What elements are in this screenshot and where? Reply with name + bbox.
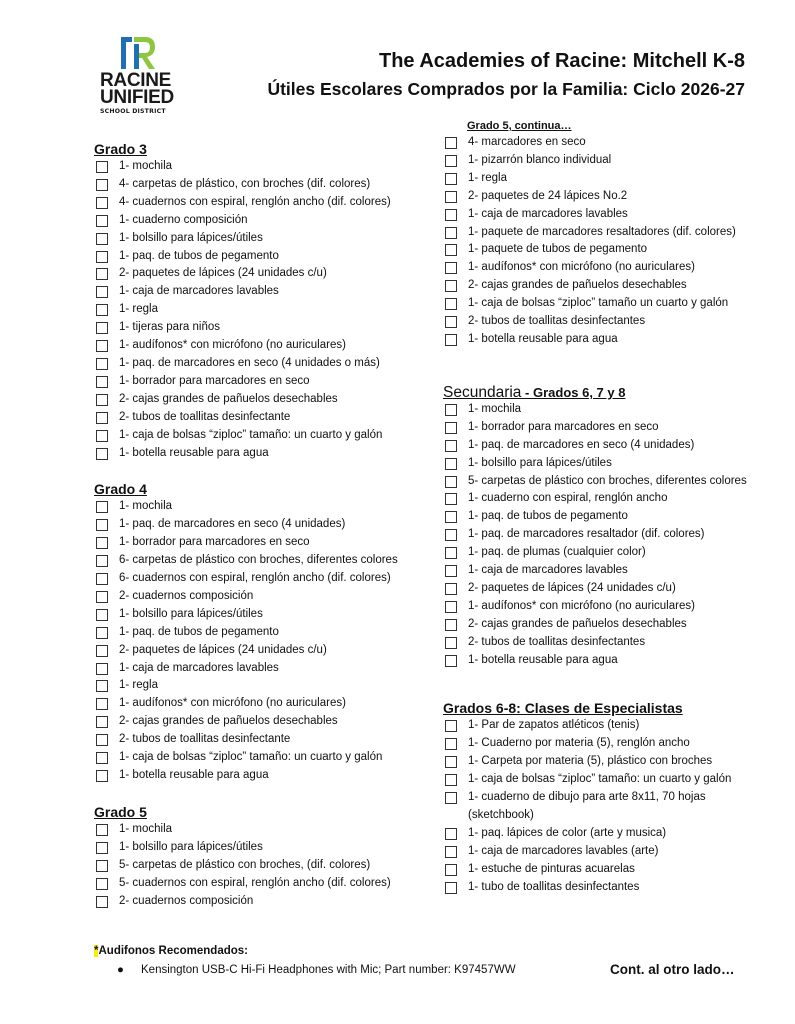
logo-word-unified: UNIFIED [100, 87, 174, 108]
checklist-item [443, 152, 773, 170]
checkbox-empty-icon[interactable] [96, 322, 108, 334]
supply-list-grado-3 [94, 158, 429, 462]
checklist-item [443, 526, 773, 544]
checklist-item [443, 544, 773, 562]
continue-notice: Cont. al otro lado… [610, 962, 735, 977]
checkbox-empty-icon[interactable] [96, 358, 108, 370]
checklist-item [94, 570, 429, 588]
checklist-item-label: 1- caja de marcadores lavables [119, 285, 279, 298]
checkbox-empty-icon[interactable] [445, 244, 457, 256]
checkbox-empty-icon[interactable] [445, 511, 457, 523]
checkbox-empty-icon[interactable] [96, 770, 108, 782]
checkbox-empty-icon[interactable] [96, 680, 108, 692]
checklist-item [94, 194, 429, 212]
checklist-item-label: 1- paquete de tubos de pegamento [468, 243, 648, 256]
checklist-item-label: 6- carpetas de plástico con broches, diferentes colores [119, 554, 398, 567]
checklist-item-label: 1- audífonos* con micrófono (no auriculares) [468, 261, 695, 274]
checklist-item-label: 1- Cuaderno por materia (5), renglón ancho [468, 737, 690, 750]
checklist-item-label: 1- botella reusable para agua [468, 653, 618, 666]
checklist-item [94, 857, 429, 875]
secundaria-title: Secundaria [443, 383, 522, 401]
checkbox-empty-icon[interactable] [445, 756, 457, 768]
checklist-item [443, 753, 773, 771]
checklist-item [443, 313, 773, 331]
checkbox-empty-icon[interactable] [96, 501, 108, 513]
checklist-item [443, 490, 773, 508]
section-title-especialistas: Grados 6-8: Clases de Especialistas [443, 700, 683, 717]
checklist-item [443, 241, 773, 259]
checklist-item-label: 1- borrador para marcadores en seco [119, 536, 310, 549]
checklist-item-label: 1- regla [119, 303, 158, 316]
checklist-item [443, 473, 773, 491]
checklist-item [443, 508, 773, 526]
section-title-grado-5-continua: Grado 5, continua… [467, 120, 572, 132]
checklist-item [443, 277, 773, 295]
headphones-model-text: Kensington USB-C Hi-Fi Headphones with Mic; Part number: K97457WW [141, 964, 516, 976]
checkbox-empty-icon[interactable] [445, 583, 457, 595]
checkbox-empty-icon[interactable] [96, 555, 108, 567]
checkbox-empty-icon[interactable] [96, 215, 108, 227]
checklist-item-label: 6- cuadernos con espiral, renglón ancho (dif. colores) [119, 572, 391, 585]
checklist-item-label: 1- paq. de marcadores en seco (4 unidades o más) [119, 356, 380, 369]
checklist-item [94, 695, 429, 713]
checklist-item-label: 1- mochila [119, 822, 173, 835]
checkbox-empty-icon[interactable] [445, 828, 457, 840]
checklist-item-label: 1- cuaderno con espiral, renglón ancho [468, 492, 668, 505]
checklist-item [443, 652, 773, 670]
checklist-item-label: 1- caja de marcadores lavables [119, 661, 279, 674]
bullet-icon: ● [117, 964, 124, 976]
checklist-item [94, 373, 429, 391]
supply-list-grado-5-continua [443, 134, 773, 349]
checklist-item-label: 2- tubos de toallitas desinfectantes [468, 635, 646, 648]
checklist-item [94, 839, 429, 857]
checklist-item-label: 1- caja de bolsas “ziploc” tamaño: un cuarto y galón [119, 751, 383, 764]
checkbox-empty-icon[interactable] [96, 233, 108, 245]
checklist-item-label: 1- cuaderno de dibujo para arte 8x11, 70 hojas (sketchbook) [468, 791, 706, 821]
checkbox-empty-icon[interactable] [96, 609, 108, 621]
checklist-item [443, 331, 773, 349]
checklist-item [94, 731, 429, 749]
checkbox-empty-icon[interactable] [96, 698, 108, 710]
checklist-item [94, 516, 429, 534]
checkbox-empty-icon[interactable] [445, 155, 457, 167]
checkbox-empty-icon[interactable] [445, 864, 457, 876]
checklist-item-label: 2- cuadernos composición [119, 589, 254, 602]
checklist-item-label: 1- paq. de tubos de pegamento [119, 249, 279, 262]
checklist-item [94, 409, 429, 427]
checklist-item [443, 598, 773, 616]
checkbox-empty-icon[interactable] [445, 209, 457, 221]
checkbox-empty-icon[interactable] [445, 738, 457, 750]
supply-list-secundaria [443, 401, 773, 670]
checkbox-empty-icon[interactable] [445, 280, 457, 292]
checklist-item [94, 534, 429, 552]
right-column [443, 118, 773, 897]
checkbox-empty-icon[interactable] [445, 619, 457, 631]
checklist-item [94, 427, 429, 445]
checklist-item-label: 1- audífonos* con micrófono (no auriculares) [119, 339, 346, 352]
checkbox-empty-icon[interactable] [96, 896, 108, 908]
checkbox-empty-icon[interactable] [445, 637, 457, 649]
checklist-item [94, 498, 429, 516]
checklist-item-label: 2- tubos de toallitas desinfectantes [468, 315, 646, 328]
checklist-item [443, 735, 773, 753]
checklist-item-label: 2- tubos de toallitas desinfectante [119, 733, 291, 746]
checklist-item-label: 1- paq. de marcadores resaltador (dif. colores) [468, 528, 705, 541]
logo-word-racine: RACINE [100, 70, 172, 91]
left-column [94, 140, 429, 910]
checklist-item-label: 5- carpetas de plástico con broches, (dif. colores) [119, 858, 371, 871]
checklist-item-label: 2- tubos de toallitas desinfectante [119, 410, 291, 423]
checklist-item-label: 1- bolsillo para lápices/útiles [119, 231, 263, 244]
checklist-item-label: 2- cuadernos composición [119, 894, 254, 907]
checkbox-empty-icon[interactable] [96, 663, 108, 675]
checklist-item [94, 677, 429, 695]
checklist-item-label: 1- paq. de marcadores en seco (4 unidades) [119, 518, 346, 531]
checklist-item-label: 1- Carpeta por materia (5), plástico con broches [468, 755, 713, 768]
checklist-item [94, 642, 429, 660]
checklist-item-label: 1- tijeras para niños [119, 321, 220, 334]
district-logo [100, 34, 182, 115]
checklist-item-label: 1- caja de marcadores lavables (arte) [468, 844, 659, 857]
checklist-item-label: 2- paquetes de 24 lápices No.2 [468, 189, 628, 202]
checkbox-empty-icon[interactable] [96, 376, 108, 388]
checklist-item-label: 1- caja de bolsas “ziploc” tamaño un cuarto y galón [468, 297, 729, 310]
checklist-item-label: 1- mochila [119, 500, 173, 513]
checkbox-empty-icon[interactable] [445, 846, 457, 858]
checklist-item [443, 562, 773, 580]
checkbox-empty-icon[interactable] [445, 316, 457, 328]
checklist-item-label: 2- cajas grandes de pañuelos desechables [119, 392, 338, 405]
checkbox-empty-icon[interactable] [96, 824, 108, 836]
checkbox-empty-icon[interactable] [96, 734, 108, 746]
checkbox-empty-icon[interactable] [96, 573, 108, 585]
checkbox-empty-icon[interactable] [445, 882, 457, 894]
supply-list-grado-4 [94, 498, 429, 785]
checkbox-empty-icon[interactable] [445, 334, 457, 346]
checkbox-empty-icon[interactable] [96, 752, 108, 764]
checklist-item-label: 1- paq. lápices de color (arte y musica) [468, 826, 667, 839]
checklist-item [94, 713, 429, 731]
checklist-item [94, 337, 429, 355]
checklist-item-label: 1- borrador para marcadores en seco [119, 374, 310, 387]
checkbox-empty-icon[interactable] [96, 537, 108, 549]
checkbox-empty-icon[interactable] [445, 137, 457, 149]
checklist-item [94, 875, 429, 893]
checklist-item-label: 1- paq. de marcadores en seco (4 unidades) [468, 438, 695, 451]
checklist-item-label: 2- cajas grandes de pañuelos desechables [468, 279, 687, 292]
checklist-item [443, 771, 773, 789]
checklist-item [443, 295, 773, 313]
checklist-item-label: 1- bolsillo para lápices/útiles [468, 456, 612, 469]
checklist-item-label: 2- paquetes de lápices (24 unidades c/u) [119, 267, 327, 280]
checkbox-empty-icon[interactable] [445, 774, 457, 786]
checklist-item [94, 319, 429, 337]
checkbox-empty-icon[interactable] [96, 412, 108, 424]
checkbox-empty-icon[interactable] [445, 173, 457, 185]
supply-list-grado-5 [94, 821, 429, 911]
checklist-item-label: 1- tubo de toallitas desinfectantes [468, 880, 640, 893]
checkbox-empty-icon[interactable] [445, 298, 457, 310]
checkbox-empty-icon[interactable] [96, 286, 108, 298]
checklist-item [443, 861, 773, 879]
note-label: Audifonos Recomendados: [98, 945, 248, 957]
checklist-item [443, 825, 773, 843]
checklist-item-label: 1- audífonos* con micrófono (no auriculares) [119, 697, 346, 710]
checklist-item-label: 1- bolsillo para lápices/útiles [119, 607, 263, 620]
checklist-item [94, 176, 429, 194]
checklist-item-label: 1- botella reusable para agua [119, 769, 269, 781]
checkbox-empty-icon[interactable] [445, 792, 457, 804]
checklist-item [94, 588, 429, 606]
checkbox-empty-icon[interactable] [96, 716, 108, 728]
checkbox-empty-icon[interactable] [445, 720, 457, 732]
checklist-item [443, 717, 773, 735]
checklist-item [443, 259, 773, 277]
checklist-item-label: 1- audífonos* con micrófono (no auriculares) [468, 599, 695, 612]
checklist-item [443, 401, 773, 419]
checklist-item-label: 1- regla [468, 171, 507, 184]
checklist-item [94, 624, 429, 642]
checklist-item-label: 1- paquete de marcadores resaltadores (dif. colores) [468, 225, 736, 238]
checkbox-empty-icon[interactable] [445, 529, 457, 541]
checkbox-empty-icon[interactable] [445, 404, 457, 416]
checklist-item-label: 1- bolsillo para lápices/útiles [119, 840, 263, 853]
note-asterisk: * [94, 945, 99, 957]
checkbox-empty-icon[interactable] [96, 842, 108, 854]
checklist-item [94, 552, 429, 570]
checklist-item [94, 158, 429, 176]
checkbox-empty-icon[interactable] [445, 422, 457, 434]
checklist-item-label: 4- carpetas de plástico, con broches (dif. colores) [119, 177, 371, 190]
checklist-item [443, 419, 773, 437]
secundaria-grades: - Grados 6, 7 y 8 [521, 384, 626, 400]
checklist-item [443, 455, 773, 473]
checkbox-empty-icon[interactable] [96, 878, 108, 890]
checklist-item [94, 606, 429, 624]
checklist-item-label: 1- borrador para marcadores en seco [468, 420, 659, 433]
checkbox-empty-icon[interactable] [445, 493, 457, 505]
checklist-item [443, 170, 773, 188]
checkbox-empty-icon[interactable] [445, 547, 457, 559]
checklist-item-label: 1- regla [119, 679, 158, 692]
page-subtitle: Útiles Escolares Comprados por la Familia: Ciclo 2026-27 [267, 79, 745, 99]
checklist-item-label: 1- paq. de tubos de pegamento [468, 510, 628, 523]
checkbox-empty-icon[interactable] [445, 227, 457, 239]
section-title-grado-5: Grado 5 [94, 803, 147, 820]
checklist-item [443, 188, 773, 206]
page-title: The Academies of Racine: Mitchell K-8 [378, 50, 745, 72]
checkbox-empty-icon[interactable] [96, 304, 108, 316]
checklist-item [94, 355, 429, 373]
checklist-item-label: 1- caja de marcadores lavables [468, 564, 628, 577]
checklist-item [94, 821, 429, 839]
checklist-item-label: 1- estuche de pinturas acuarelas [468, 862, 635, 875]
checklist-item-label: 1- cuaderno composición [119, 213, 248, 226]
checkbox-empty-icon[interactable] [96, 394, 108, 406]
checkbox-empty-icon[interactable] [445, 601, 457, 613]
checklist-item [94, 283, 429, 301]
checklist-item [94, 767, 429, 785]
checklist-item-label: 2- paquetes de lápices (24 unidades c/u) [468, 581, 676, 594]
headphones-recommendation [117, 964, 516, 976]
checklist-item-label: 2- cajas grandes de pañuelos desechables [468, 617, 687, 630]
checklist-item-label: 1- botella reusable para agua [119, 446, 269, 459]
checkbox-empty-icon[interactable] [445, 262, 457, 274]
checkbox-empty-icon[interactable] [96, 268, 108, 280]
checklist-item [94, 893, 429, 911]
checklist-item [443, 580, 773, 598]
checklist-item [94, 660, 429, 678]
checkbox-empty-icon[interactable] [96, 860, 108, 872]
checklist-item [94, 391, 429, 409]
checkbox-empty-icon[interactable] [96, 519, 108, 531]
checklist-item [443, 224, 773, 242]
checklist-item-label: 1- mochila [468, 402, 522, 415]
checkbox-empty-icon[interactable] [96, 197, 108, 209]
checklist-item-label: 1- mochila [119, 160, 173, 172]
checklist-item-label: 5- cuadernos con espiral, renglón ancho (dif. colores) [119, 876, 391, 889]
section-title-grado-3: Grado 3 [94, 141, 147, 157]
checkbox-empty-icon[interactable] [96, 179, 108, 191]
checkbox-empty-icon[interactable] [445, 655, 457, 667]
checkbox-empty-icon[interactable] [96, 251, 108, 263]
checkbox-empty-icon[interactable] [96, 627, 108, 639]
checkbox-empty-icon[interactable] [96, 161, 108, 173]
checklist-item-label: 4- marcadores en seco [468, 136, 586, 148]
checkbox-empty-icon[interactable] [445, 440, 457, 452]
checklist-item [94, 248, 429, 266]
headphones-note [94, 945, 248, 957]
checklist-item-label: 1- caja de bolsas “ziploc” tamaño: un cuarto y galón [468, 773, 732, 786]
logo-school-district: SCHOOL DISTRICT [100, 108, 166, 115]
checklist-item-label: 4- cuadernos con espiral, renglón ancho (dif. colores) [119, 195, 391, 208]
racine-unified-r-logo-icon [118, 34, 158, 72]
checkbox-empty-icon[interactable] [445, 476, 457, 488]
section-title-secundaria [443, 383, 773, 401]
checklist-item [443, 879, 773, 897]
checklist-item [443, 616, 773, 634]
checklist-item-label: 1- paq. de tubos de pegamento [119, 625, 279, 638]
checkbox-empty-icon[interactable] [96, 448, 108, 460]
checklist-item [94, 749, 429, 767]
checkbox-empty-icon[interactable] [96, 645, 108, 657]
checklist-item-label: 1- pizarrón blanco individual [468, 153, 612, 166]
checklist-item [443, 634, 773, 652]
checklist-item-label: 5- carpetas de plástico con broches, diferentes colores [468, 474, 747, 487]
checklist-item-label: 1- caja de marcadores lavables [468, 207, 628, 220]
checklist-item-label: 1- botella reusable para agua [468, 332, 618, 345]
checkbox-empty-icon[interactable] [445, 565, 457, 577]
checklist-item [94, 230, 429, 248]
supply-list-especialistas [443, 717, 773, 896]
checkbox-empty-icon[interactable] [96, 591, 108, 603]
checkbox-empty-icon[interactable] [96, 340, 108, 352]
checklist-item [443, 206, 773, 224]
checkbox-empty-icon[interactable] [96, 430, 108, 442]
checklist-item-label: 2- paquetes de lápices (24 unidades c/u) [119, 643, 327, 656]
checklist-item [94, 212, 429, 230]
checkbox-empty-icon[interactable] [445, 458, 457, 470]
checklist-item [94, 445, 429, 463]
checklist-item [94, 301, 429, 319]
checkbox-empty-icon[interactable] [445, 191, 457, 203]
checklist-item-label: 1- paq. de plumas (cualquier color) [468, 546, 646, 559]
section-title-grado-4: Grado 4 [94, 481, 147, 498]
checklist-item [443, 843, 773, 861]
checklist-item [443, 789, 773, 825]
checklist-item-label: 2- cajas grandes de pañuelos desechables [119, 715, 338, 728]
checklist-item [94, 265, 429, 283]
checklist-item [443, 437, 773, 455]
checklist-item-label: 1- Par de zapatos atléticos (tenis) [468, 719, 640, 732]
checklist-item-label: 1- caja de bolsas “ziploc” tamaño: un cuarto y galón [119, 428, 383, 441]
checklist-item [443, 134, 773, 152]
